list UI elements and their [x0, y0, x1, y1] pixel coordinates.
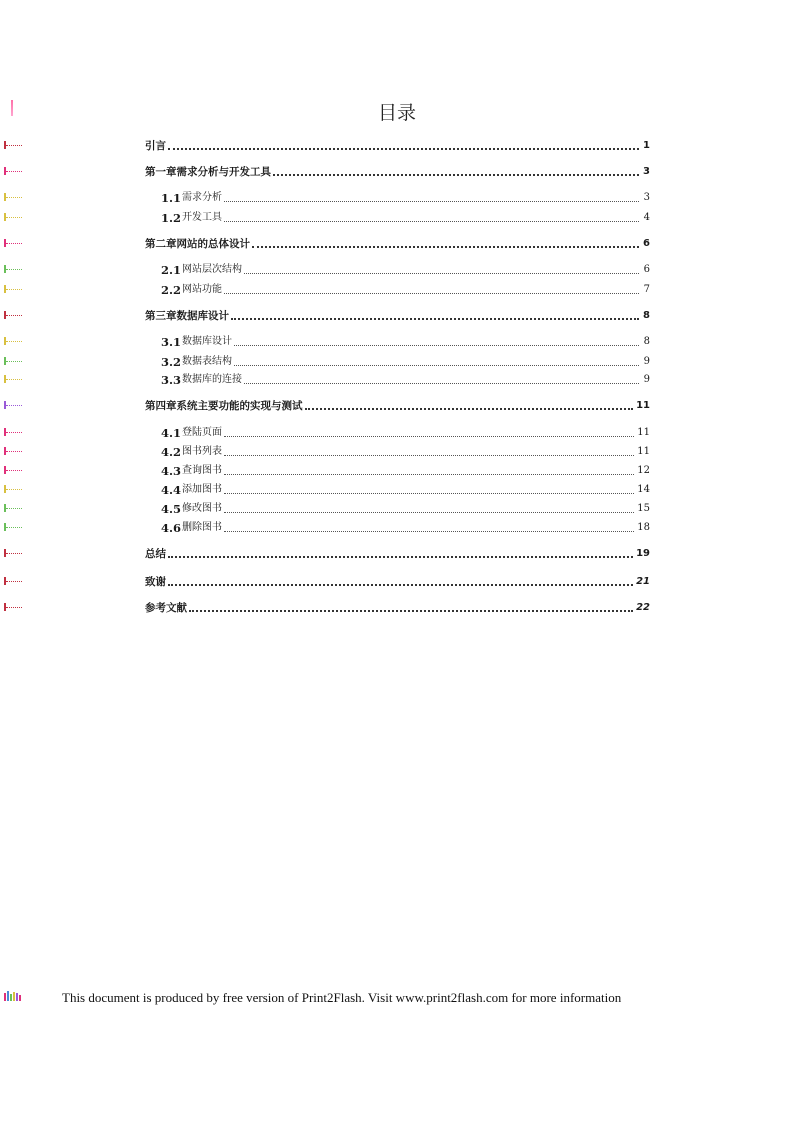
toc-section-row[interactable] — [161, 209, 650, 225]
dot-leader — [224, 200, 639, 202]
toc-entry-label: 总结 — [145, 548, 166, 560]
toc-section-number: 3.2 — [161, 355, 182, 369]
toc-section-number: 1.2 — [161, 211, 182, 225]
toc-entry-label: 引言 — [145, 140, 166, 152]
toc-entry-label: 查询图书 — [182, 465, 223, 476]
link-marker-icon — [4, 357, 22, 365]
toc-entry-label: 删除图书 — [182, 522, 223, 533]
link-marker-icon — [4, 603, 22, 611]
toc-section-row[interactable] — [161, 353, 650, 369]
toc-section-row[interactable] — [161, 481, 650, 497]
toc-entry-label: 第三章数据库设计 — [145, 310, 229, 322]
dot-leader — [224, 435, 634, 437]
toc-section-number: 2.1 — [161, 263, 182, 277]
toc-section-number: 4.2 — [161, 445, 182, 459]
toc-page-number: 3 — [643, 166, 650, 177]
toc-section-row[interactable] — [161, 519, 650, 535]
toc-section-row[interactable] — [161, 371, 650, 387]
dot-leader — [168, 555, 633, 558]
toc-entry-label: 开发工具 — [182, 212, 223, 223]
toc-page-number: 11 — [636, 400, 650, 411]
link-marker-icon — [4, 285, 22, 293]
toc-entry-label: 第二章网站的总体设计 — [145, 238, 250, 250]
dot-leader — [224, 473, 634, 475]
toc-entry-label: 图书列表 — [182, 446, 223, 457]
toc-page-number: 9 — [643, 374, 650, 385]
link-marker-icon — [4, 337, 22, 345]
toc-section-row[interactable] — [161, 443, 650, 459]
toc-chapter-row[interactable] — [145, 545, 650, 561]
print2flash-logo-icon — [4, 991, 22, 1001]
toc-page-number: 12 — [637, 465, 650, 476]
toc-section-number: 2.2 — [161, 283, 182, 297]
toc-page-number: 22 — [636, 602, 650, 613]
dot-leader — [244, 272, 639, 274]
toc-section-row[interactable] — [161, 462, 650, 478]
link-marker-icon — [4, 375, 22, 383]
dot-leader — [224, 292, 639, 294]
toc-page-number: 11 — [637, 446, 650, 457]
toc-entry-label: 参考文献 — [145, 602, 187, 614]
dot-leader — [168, 583, 633, 586]
dot-leader — [224, 530, 634, 532]
toc-entry-label: 网站功能 — [182, 284, 223, 295]
toc-page-number: 8 — [643, 310, 650, 321]
link-marker-icon — [4, 193, 22, 201]
link-marker-icon — [4, 265, 22, 273]
toc-chapter-row[interactable] — [145, 397, 650, 413]
dot-leader — [273, 173, 639, 176]
toc-section-number: 4.1 — [161, 426, 182, 440]
link-marker-icon — [4, 549, 22, 557]
toc-page-number: 6 — [643, 238, 650, 249]
toc-page-number: 7 — [643, 284, 650, 295]
dot-leader — [252, 245, 639, 248]
toc-page-number: 3 — [643, 192, 650, 203]
toc-section-number: 4.5 — [161, 502, 182, 516]
link-marker-icon — [4, 141, 22, 149]
dot-leader — [244, 382, 639, 384]
dot-leader — [224, 454, 634, 456]
toc-page-number: 4 — [643, 212, 650, 223]
dot-leader — [234, 344, 639, 346]
toc-section-row[interactable] — [161, 281, 650, 297]
dot-leader — [234, 364, 639, 366]
toc-entry-label: 修改图书 — [182, 503, 223, 514]
toc-page-number: 19 — [636, 548, 650, 559]
toc-page-number: 9 — [643, 356, 650, 367]
toc-section-row[interactable] — [161, 333, 650, 349]
toc-chapter-row[interactable] — [145, 573, 650, 589]
link-marker-icon — [4, 213, 22, 221]
link-marker-icon — [4, 485, 22, 493]
toc-chapter-row[interactable] — [145, 137, 650, 153]
dot-leader — [224, 492, 634, 494]
toc-page-number: 18 — [637, 522, 650, 533]
toc-entry-label: 数据表结构 — [182, 356, 233, 367]
toc-entry-label: 需求分析 — [182, 192, 223, 203]
link-marker-icon — [4, 577, 22, 585]
dot-leader — [168, 147, 639, 150]
toc-chapter-row[interactable] — [145, 307, 650, 323]
toc-entry-label: 登陆页面 — [182, 427, 223, 438]
dot-leader — [224, 220, 639, 222]
link-marker-icon — [4, 523, 22, 531]
toc-section-number: 3.1 — [161, 335, 182, 349]
toc-section-number: 1.1 — [161, 191, 182, 205]
toc-entry-label: 致谢 — [145, 576, 166, 588]
toc-chapter-row[interactable] — [145, 235, 650, 251]
link-marker-icon — [4, 239, 22, 247]
link-marker-icon — [4, 504, 22, 512]
toc-chapter-row[interactable] — [145, 599, 650, 615]
page-title: 目录 — [377, 102, 416, 124]
toc-section-row[interactable] — [161, 261, 650, 277]
toc-section-number: 4.4 — [161, 483, 182, 497]
toc-entry-label: 网站层次结构 — [182, 264, 243, 275]
toc-entry-label: 数据库的连接 — [182, 374, 243, 385]
toc-entry-label: 第一章需求分析与开发工具 — [145, 166, 271, 178]
toc-entry-label: 第四章系统主要功能的实现与测试 — [145, 400, 303, 412]
toc-page-number: 21 — [636, 576, 650, 587]
link-marker-icon — [4, 428, 22, 436]
toc-page-number: 11 — [637, 427, 650, 438]
dot-leader — [305, 407, 634, 410]
link-marker-icon — [4, 466, 22, 474]
toc-page-number: 8 — [643, 336, 650, 347]
toc-page-number: 15 — [637, 503, 650, 514]
toc-page-number: 14 — [637, 484, 650, 495]
dot-leader — [224, 511, 634, 513]
dot-leader — [231, 317, 639, 320]
link-marker-icon — [4, 167, 22, 175]
toc-page-number: 1 — [643, 140, 650, 151]
toc-section-number: 4.3 — [161, 464, 182, 478]
toc-section-number: 4.6 — [161, 521, 182, 535]
toc-section-row[interactable] — [161, 500, 650, 516]
link-marker-icon — [4, 447, 22, 455]
link-marker-icon — [4, 311, 22, 319]
link-marker-icon — [4, 401, 22, 409]
footer-notice: This document is produced by free version of Print2Flash. Visit www.print2flash.com for more information — [62, 990, 622, 1005]
toc-entry-label: 数据库设计 — [182, 336, 233, 347]
toc-chapter-row[interactable] — [145, 163, 650, 179]
toc-section-row[interactable] — [161, 424, 650, 440]
toc-entry-label: 添加图书 — [182, 484, 223, 495]
dot-leader — [189, 609, 633, 612]
toc-page-number: 6 — [643, 264, 650, 275]
toc-section-row[interactable] — [161, 189, 650, 205]
toc-section-number: 3.3 — [161, 373, 182, 387]
